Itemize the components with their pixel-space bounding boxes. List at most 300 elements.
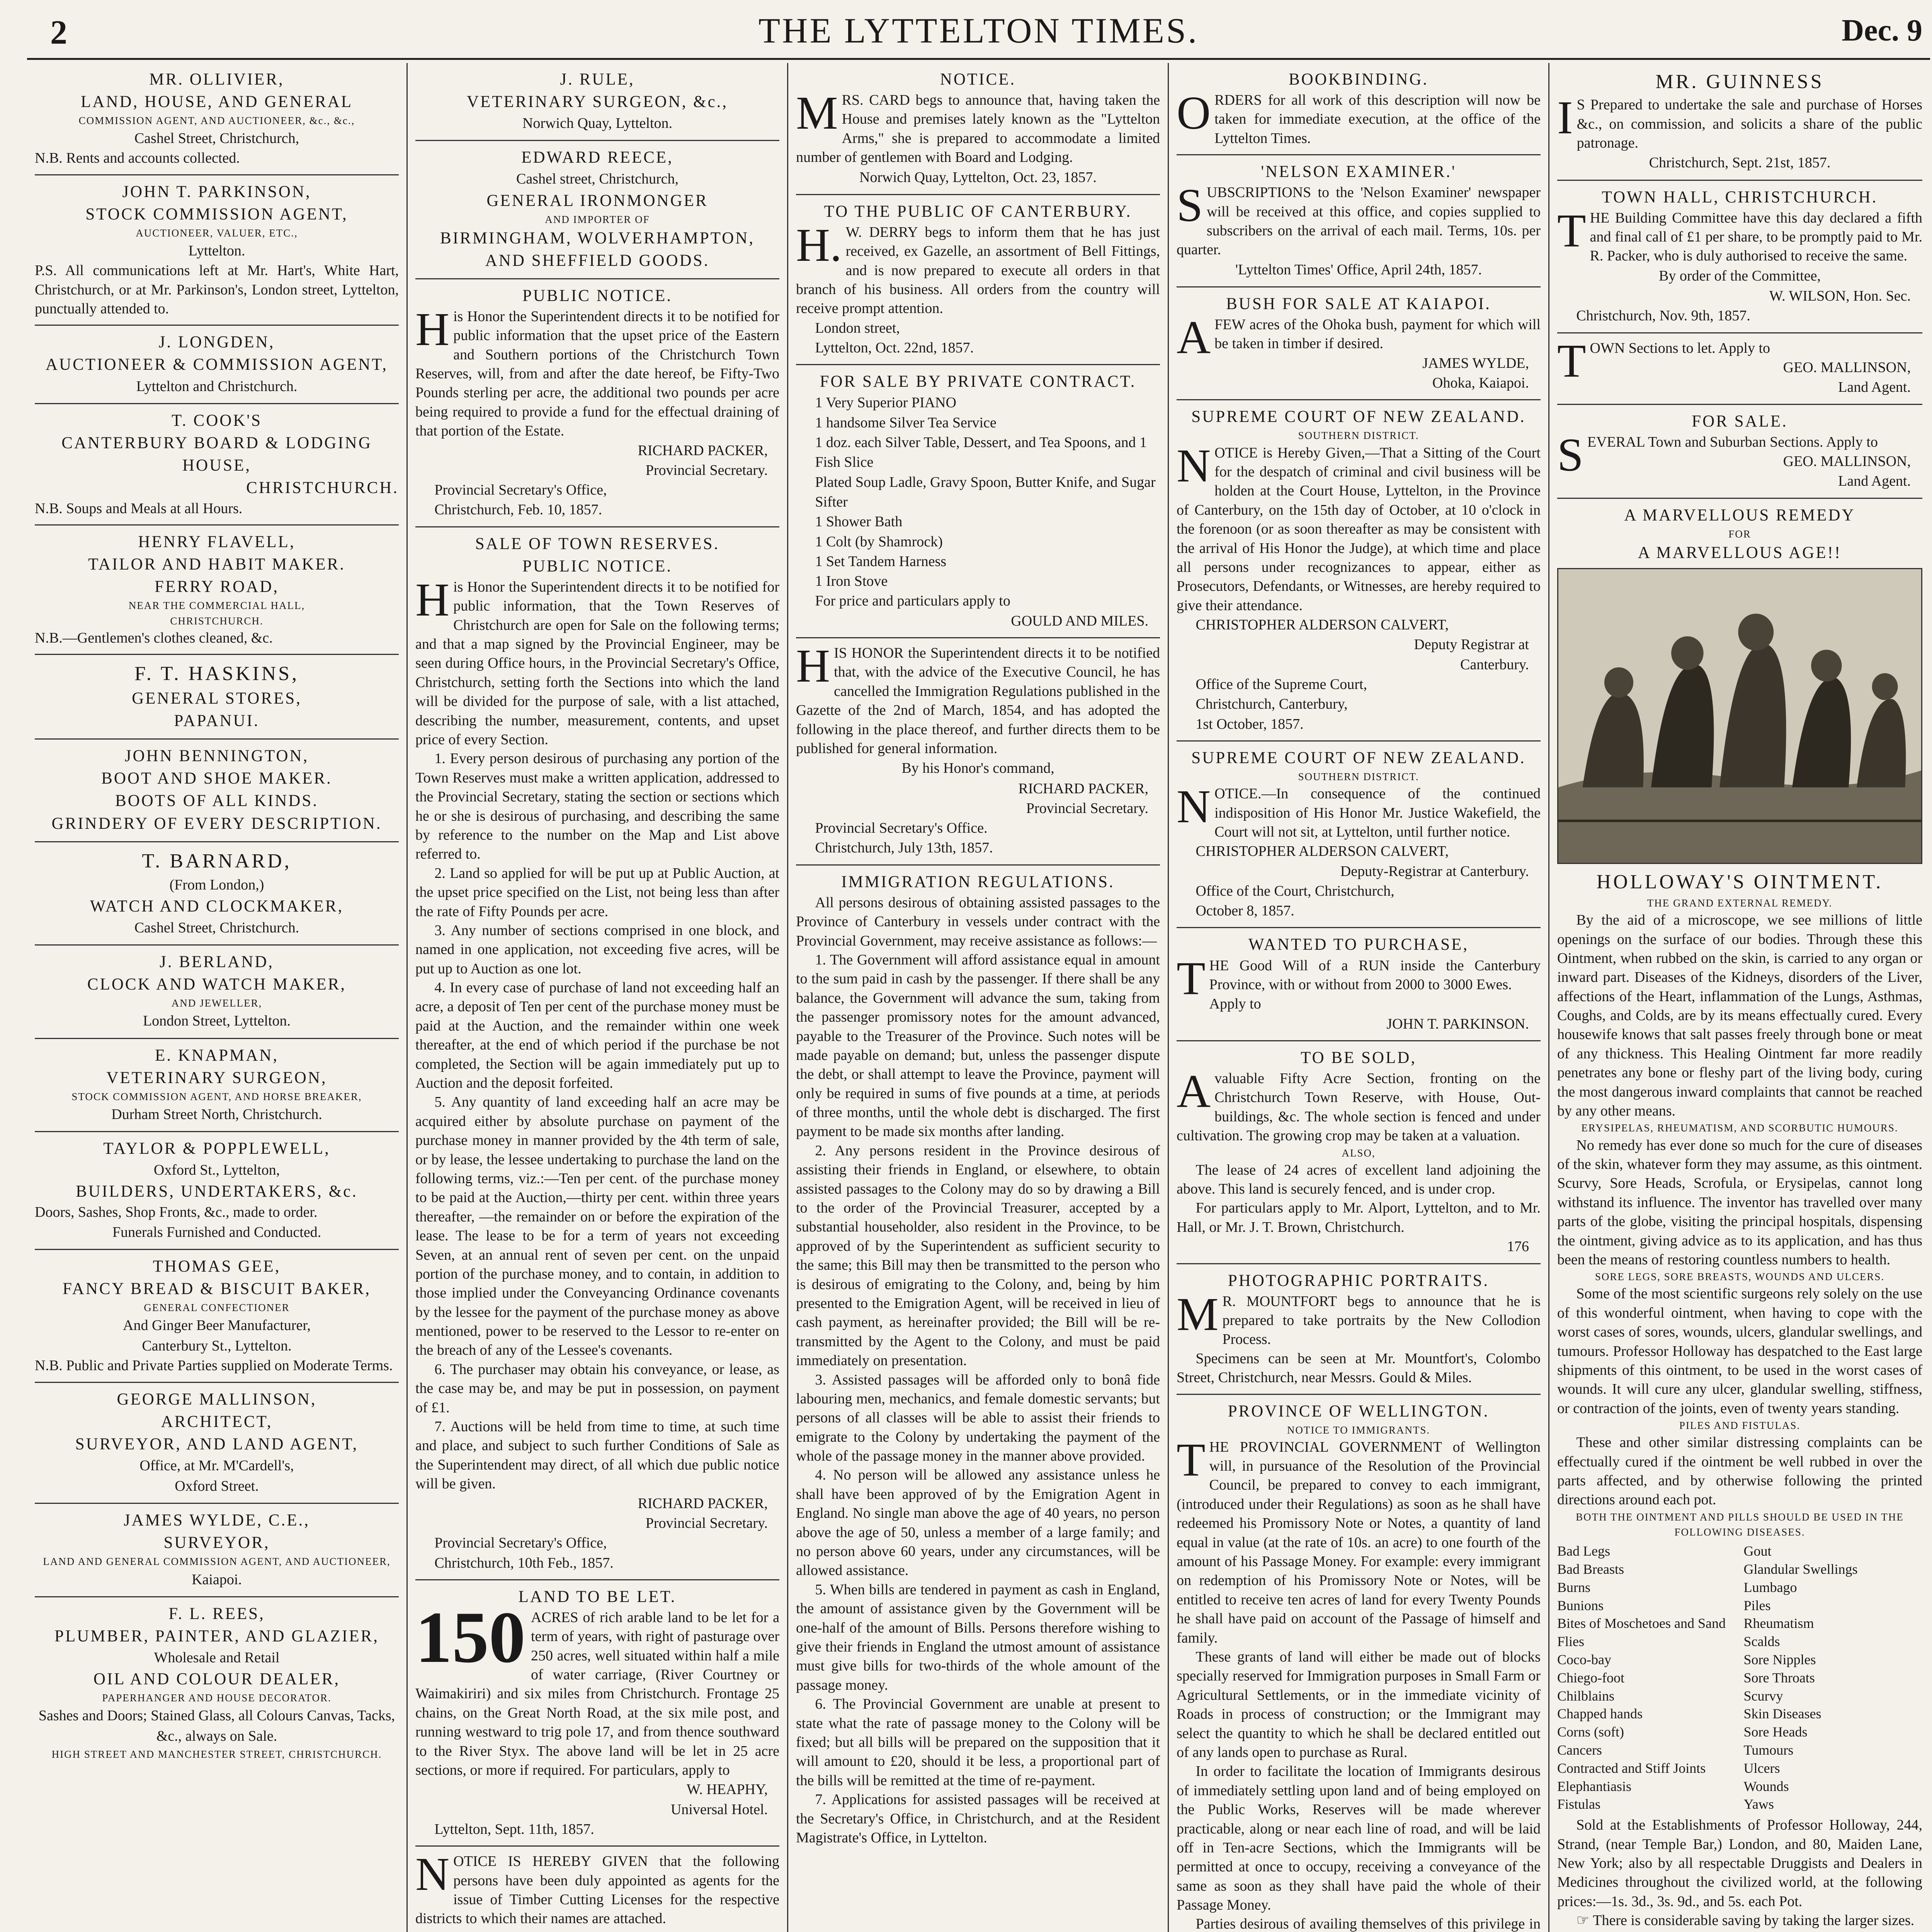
ad-line: HOUSE, [182, 456, 252, 474]
ad-headline: FOR [1728, 528, 1751, 540]
ad-line: GENERAL STORES, [132, 689, 302, 708]
column-3 [788, 63, 1169, 1932]
ad-date: 'Lyttelton Times' Office, April 24th, 1857. [1235, 261, 1482, 278]
disease-list [1557, 1540, 1922, 1816]
notice-supreme-court-2 [1177, 742, 1541, 929]
notice-order: By his Honor's command, [901, 760, 1054, 777]
ad-line: VETERINARY SURGEON, [106, 1068, 327, 1087]
disease-item: Cancers [1557, 1742, 1602, 1758]
ad-line: BIRMINGHAM, WOLVERHAMPTON, [440, 229, 755, 247]
disease-item: Ulcers [1743, 1760, 1780, 1776]
sale-item: 1 Shower Bath [815, 514, 903, 530]
ad-knapman [35, 1039, 399, 1132]
ad-line: SURVEYOR, AND LAND AGENT, [75, 1435, 359, 1453]
notice-body: H.W. DERRY begs to inform them that he has just received, ex Gazelle, an assortment of Bell Fittings, and is now prepared to execute all orders in that branch of his business. All orders from the country will receive prompt attention. [796, 219, 1160, 317]
ad-title: BOOKBINDING. [1288, 70, 1429, 88]
ad-body: IS Prepared to undertake the sale and purchase of Horses &c., on commission, and solicits a share of the public patronage. [1557, 92, 1922, 151]
ad-line: SURVEYOR, [163, 1534, 270, 1552]
ad-rule [415, 63, 779, 141]
notice-date: Christchurch, July 13th, 1857. [815, 840, 993, 856]
ad-line: VETERINARY SURGEON, &c., [466, 93, 728, 111]
ad-line: GENERAL IRONMONGER [486, 191, 708, 210]
ad-line: Norwich Quay, Lyttelton. [522, 115, 672, 132]
ad-berland [35, 946, 399, 1039]
ad-date: Christchurch, Sept. 21st, 1857. [1649, 155, 1831, 171]
notice-province-wellington [1177, 1395, 1541, 1932]
notice-clause: 1. Every person desirous of purchasing any portion of the Town Reserves must make a written application, addressed to the Provincial Secretary, stating the section or sections which he or she is desirous of purchasing, and describing the same by reference to the number on the Map and List above referred to. [415, 750, 779, 862]
ad-line: Lyttelton and Christchurch. [136, 378, 298, 395]
sale-apply: For price and particulars apply to [815, 593, 1010, 609]
sale-item: 1 Iron Stove [815, 573, 888, 590]
notice-title: NOTICE. [940, 70, 1016, 88]
ad-line: Funerals Furnished and Conducted. [112, 1224, 321, 1240]
product-name: HOLLOWAY'S OINTMENT. [1596, 871, 1883, 893]
ad-line: COMMISSION AGENT, AND AUCTIONEER, &c., &c., [78, 115, 355, 127]
notice-date: Norwich Quay, Lyttelton, Oct. 23, 1857. [859, 169, 1097, 185]
disease-list-left [1557, 1542, 1736, 1813]
notice-title: SUPREME COURT OF NEW ZEALAND. [1191, 748, 1526, 767]
ad-body: Sold at the Establishments of Professor Holloway, 244, Strand, (near Temple Bar,) London, and 80, Maiden Lane, New York; also by all respectable Druggists and Dealers in Medicines throughout the civilized world, at the following prices:—1s. 3d., 3s. 9d., and 5s. each Pot. [1557, 1817, 1922, 1910]
ad-flavell [35, 526, 399, 655]
ad-line: And Ginger Beer Manufacturer, [123, 1317, 311, 1334]
pointing-hand-icon: ☞ [1576, 1912, 1593, 1929]
ad-line: London Street, Lyttelton. [143, 1013, 291, 1029]
ad-line: Oxford St., Lyttelton, [153, 1162, 280, 1179]
ad-taylor-popplewell [35, 1132, 399, 1250]
notice-title: PUBLIC NOTICE. [522, 286, 673, 305]
ad-line: PAPERHANGER AND HOUSE DECORATOR. [102, 1692, 332, 1704]
ad-title: FOR SALE BY PRIVATE CONTRACT. [820, 372, 1136, 391]
ad-body: The lease of 24 acres of excellent land adjoining the above. This land is securely fenced, and is under crop. [1177, 1162, 1541, 1197]
ad-line: CHRISTCHURCH. [170, 615, 264, 627]
ad-line: STOCK COMMISSION AGENT, [85, 205, 348, 223]
ad-line: PLUMBER, PAINTER, AND GLAZIER, [54, 1627, 379, 1645]
ad-body [415, 1597, 779, 1780]
notice-body: NOTICE IS HEREBY GIVEN that the following persons have been duly appointed as agents for the issue of Timber Cutting Licenses for the respective districts to which their names are attached. [415, 1848, 779, 1927]
ad-line: Wholesale and Retail [154, 1649, 280, 1666]
ad-name: E. KNAPMAN, [155, 1046, 279, 1065]
ad-line: Kaiapoi. [192, 1571, 242, 1588]
ad-note: P.S. All communications left at Mr. Hart's, White Hart, Christchurch, or at Mr. Parkinson's, London street, Lyttelton, punctually attended to. [35, 262, 399, 317]
ad-body: THE Good Will of a RUN inside the Canterbury Province, with or without from 2000 to 3000 Ewes. [1177, 952, 1541, 1005]
ad-line: ARCHITECT, [161, 1412, 273, 1431]
ad-line: AUCTIONEER & COMMISSION AGENT, [45, 355, 388, 374]
notice-signature: RICHARD PACKER, [638, 442, 768, 459]
ad-ollivier [35, 63, 399, 175]
ad-wylde [35, 1504, 399, 1597]
ad-rees [35, 1597, 399, 1768]
ad-line: Cashel Street, Christchurch. [134, 919, 299, 936]
ad-name: EDWARD REECE, [521, 148, 673, 167]
ad-name: JOHN T. PARKINSON, [122, 182, 311, 201]
ad-name: THOMAS GEE, [153, 1257, 281, 1276]
ad-body: SEVERAL Town and Suburban Sections. Apply to [1557, 429, 1878, 481]
ad-headline: A MARVELLOUS AGE!! [1638, 543, 1842, 562]
regulation-clause: 5. When bills are tendered in payment as cash in England, the amount of assistance given by the Government will be one-half of the amount of Bills. Persons therefore wishing to give their friends in England the utmost amount of assistance must give bills for two-thirds of the whole amount of the passage money. [796, 1581, 1160, 1693]
ad-body: These and other similar distressing complaints can be effectually cured if the ointment be well rubbed in over the parts affected, and by otherwise following the printed directions around each pot. [1557, 1434, 1922, 1508]
notice-district: SOUTHERN DISTRICT. [1298, 430, 1419, 442]
ad-private-contract [796, 365, 1160, 638]
immigration-regulations [796, 866, 1160, 1854]
notice-timber-licenses [415, 1847, 779, 1932]
ad-name: T. BARNARD, [142, 850, 292, 872]
ad-name: GEORGE MALLINSON, [117, 1390, 317, 1408]
ad-nelson-examiner [1177, 155, 1541, 287]
disease-item: Bad Legs [1557, 1543, 1610, 1559]
ad-name: TAYLOR & POPPLEWELL, [103, 1139, 330, 1158]
notice-signature: RICHARD PACKER, [1018, 780, 1148, 797]
notice-subtitle: PUBLIC NOTICE. [522, 557, 673, 575]
notice-office: Provincial Secretary's Office, [434, 1535, 607, 1551]
regulation-clause: 4. No person will be allowed any assistance unless he shall have been approved of by the Emigration Agent in England. No single man above the age of 40 years, no person above the age of 50, unless a member of a large family; and no person above 60 years, under any circumstances, will be allowed assistance. [796, 1467, 1160, 1579]
ad-bush-for-sale [1177, 287, 1541, 400]
ad-title: LAND TO BE LET. [518, 1587, 677, 1606]
issue-date: Dec. 9 [1842, 14, 1922, 48]
regulation-clause: 6. The Provincial Government are unable at present to state what the rate of passage money to the Colony will be fixed; but all bills will be prepared on the supposition that it will amount to £20, should it be less, a proportional part of the bills will be remitted at the time of re-payment. [796, 1696, 1160, 1789]
notice-title: TOWN HALL, CHRISTCHURCH. [1602, 188, 1878, 206]
ad-line: Cashel street, Christchurch, [516, 171, 679, 187]
ad-signature: GEO. MALLINSON, [1783, 359, 1911, 376]
disease-item: Wounds [1743, 1778, 1789, 1794]
ad-reece [415, 141, 779, 279]
disease-item: Tumours [1743, 1742, 1794, 1758]
ad-body: By the aid of a microscope, we see millions of little openings on the surface of our bodies. Through these this Ointment, when rubbed on the skin, is carried to any organ or inward part. Diseases of the Kidneys, disorders of the Liver, affections of the Heart, inflammation of the Lungs, Asthmas, Coughs, and Colds, are by its means effectually cured. Every housewife knows that salt passes freely through bone or meat of any thickness. This Healing Ointment far more readily penetrates any bone or fleshy part of the living body, curing the most dangerous inward complaints that cannot be reached by any other means. [1557, 912, 1922, 1119]
disease-item: Contracted and Stiff Joints [1557, 1760, 1706, 1776]
notice-intro: His Honor the Superintendent directs it to be notified for public information, that the Town Reserves of Christchurch are open for Sale on the following terms; and that a map signed by the Provincial Engineer, may be seen during Office hours, in the Provincial Secretary's Office, Christchurch, setting forth the Sections into which the land will be divided for the purpose of sale, with a list attached, describing the number, measurement, contents, and upset price of every Section. [415, 573, 779, 748]
ad-name: HENRY FLAVELL, [138, 533, 296, 551]
disease-item: Scalds [1743, 1634, 1780, 1650]
disease-item: Glandular Swellings [1743, 1561, 1858, 1577]
notice-order: By order of the Committee, [1659, 267, 1821, 284]
ad-line: GENERAL CONFECTIONER [144, 1301, 290, 1313]
ad-body [1557, 1911, 1922, 1930]
ad-name: F. T. HASKINS, [134, 663, 299, 685]
regulations-intro: All persons desirous of obtaining assisted passages to the Province of Canterbury in vessels under contract with the Provincial Government, may receive assistance as follows:— [796, 894, 1160, 949]
notice-title: SUPREME COURT OF NEW ZEALAND. [1191, 408, 1526, 426]
sale-item: 1 Colt (by Shamrock) [815, 533, 943, 550]
ad-name: JAMES WYLDE, C.E., [123, 1511, 310, 1530]
ad-bookbinding [1177, 63, 1541, 155]
ad-parkinson [35, 175, 399, 326]
ad-title: BUSH FOR SALE AT KAIAPOI. [1226, 295, 1491, 313]
page-number: 2 [50, 14, 67, 51]
ad-barnard [35, 842, 399, 946]
ad-subheading: BOTH THE OINTMENT AND PILLS SHOULD BE USED IN THE FOLLOWING DISEASES. [1576, 1511, 1904, 1538]
ad-body-text: ACRES of rich arable land to be let for a term of years, with right of pasturage over 250 acres, well situated within half a mile of water carriage, (River Courtney or Waimakiriri) and six miles from Christchurch. Frontage 25 chains, on the Great North Road, at the six mile post, and running westward to trig pole 17, and from thence southward to the River Styx. The above land will be let in 25 acre sections, or more if required. For particulars, apply to [415, 1609, 779, 1778]
notice-clause: 3. Any number of sections comprised in one block, and named in one application, not exceeding five acres, will be put up to Auction as one lot. [415, 922, 779, 977]
ad-bennington [35, 740, 399, 842]
ad-wanted-to-purchase [1177, 928, 1541, 1041]
notice-date: October 8, 1857. [1196, 903, 1294, 919]
ad-apply: Apply to [1209, 996, 1261, 1012]
sale-item: 1 doz. each Silver Table, Dessert, and Tea Spoons, and 1 Fish Slice [815, 434, 1147, 471]
ad-line: TAILOR AND HABIT MAKER. [88, 555, 345, 574]
ad-cook [35, 404, 399, 526]
notice-clause: 4. In every case of purchase of land not exceeding half an acre, a deposit of Ten per cent of the purchase money must be paid at the Auction, and the remainder within one week thereafter, at the end of which period if the purchase be not completed, the Section will be again immediately put up to Auction and the deposit forfeited. [415, 980, 779, 1092]
ad-date: Lyttelton, Sept. 11th, 1857. [434, 1821, 594, 1837]
ad-title: WANTED TO PURCHASE, [1248, 935, 1469, 954]
ad-town-sections [1557, 333, 1922, 405]
ad-line: CLOCK AND WATCH MAKER, [87, 975, 347, 994]
notice-body: In order to facilitate the location of Immigrants desirous of immediately settling upon land and of being employed on the Public Works, Reserves will be made wherever practicable, along or near each line of road, and will be laid off in Ten-acre Sections, which the Immigrants will be permitted at once to occupy, receiving a conveyance of the same as soon as they shall have paid the whole of their Passage Money. [1177, 1763, 1541, 1913]
ad-name: T. COOK'S [171, 411, 262, 430]
ad-line: Canterbury St., Lyttelton. [142, 1338, 292, 1354]
ad-line: Doors, Sashes, Shop Fronts, &c., made to order. [35, 1204, 318, 1221]
ad-line: Durham Street North, Christchurch. [111, 1106, 322, 1122]
sale-item: 1 handsome Silver Tea Service [815, 414, 997, 431]
disease-item: Bunions [1557, 1597, 1604, 1613]
ad-line: (From London,) [169, 876, 264, 893]
notice-signature: RICHARD PACKER, [638, 1495, 768, 1512]
ad-line: CANTERBURY BOARD & LODGING [61, 434, 372, 452]
ad-name: J. LONGDEN, [158, 333, 275, 352]
ad-line: FANCY BREAD & BISCUIT BAKER, [62, 1279, 371, 1298]
regulation-clause: 2. Any persons resident in the Province desirous of assisting their friends in England, or elsewhere, to obtain assisted passages to the Colony may do so by drawing a Bill to the order of the Provincial Treasurer, accepted by a substantial householder, also resident in the Province, to be approved of by the Superintendent as sufficient security to the same; this Bill may then be transmitted to the person who is desirous of emigrating to the Colony, and, being by him presented to the Emigration Agent, will be received in lieu of cash payment, as hereinafter provided; the Bill will be re-transmitted by the Agent to the Colony, and must be paid immediately on presentation. [796, 1142, 1160, 1369]
ad-body: MR. MOUNTFORT begs to announce that he is prepared to take portraits by the New Collodion Process. [1177, 1288, 1541, 1348]
notice-address: London street, [815, 320, 900, 336]
notice-town-hall [1557, 181, 1922, 333]
notice-signature-title: Provincial Secretary. [645, 462, 768, 478]
disease-item: Bites of Moschetoes and Sand Flies [1557, 1616, 1726, 1650]
notice-signature: CHRISTOPHER ALDERSON CALVERT, [1196, 617, 1449, 633]
ad-signature-title: Land Agent. [1838, 473, 1911, 490]
ad-land-to-let [415, 1580, 779, 1847]
notice-body: THE PROVINCIAL GOVERNMENT of Wellington will, in pursuance of the Resolution of the Provincial Council, be prepared to convey to each immigrant, (introduced under their Regulations) as soon as he shall have redeemed his Promissory Note or Notes, a quantity of land equal in value (at the rate of 10s. an acre) to one fourth of the amount of his Passage Money. For example: every immigrant on redemption of his Promissory Note or Notes, will be entitled to receive ten acres of land for every Twenty Pounds he shall have paid on account of the Passage of himself and family. [1177, 1434, 1541, 1646]
acre-number: 150 [415, 1597, 526, 1678]
disease-item: Chapped hands [1557, 1706, 1643, 1722]
notice-signature-title: Canterbury. [1460, 656, 1529, 673]
ad-line: PAPANUI. [174, 712, 260, 730]
ad-body: ORDERS for all work of this description will now be taken for immediate execution, at the office of the Lyttelton Times. [1177, 87, 1541, 146]
notice-signature-title: Deputy Registrar at [1414, 636, 1529, 653]
notice-clause: 5. Any quantity of land exceeding half an acre may be acquired either by absolute purchase on payment of the purchase money in manner provided by the 4th term of sale, or by lease, the lessee undertaking to purchase the land on the following terms, viz.:—Ten per cent. of the purchase money to be paid at the Auction,—thirty per cent. within three years thereafter, —the remainder on or before the expiration of the lease. The lease to be for a term of years not exceeding Seven, at an annual rent of seven per cent. on the unpaid portion of the purchase money, and to contain, in addition to those implied under the Conveyancing Ordinance covenants by the lessee for the payment of the purchase money as above mentioned, power to be reserved to the Lessor to re-enter on the breach of any of the Lessee's covenants. [415, 1094, 779, 1359]
disease-item: Bad Breasts [1557, 1561, 1624, 1577]
ad-reference: 176 [1507, 1238, 1529, 1255]
notice-date: Christchurch, Feb. 10, 1857. [434, 502, 602, 518]
ad-line: Office, at Mr. M'Cardell's, [139, 1458, 294, 1474]
notice-signature: CHRISTOPHER ALDERSON CALVERT, [1196, 843, 1449, 860]
ad-body: Specimens can be seen at Mr. Mountfort's, Colombo Street, Christchurch, near Messrs. Gould & Miles. [1177, 1350, 1541, 1386]
notice-body: MRS. CARD begs to announce that, having taken the House and premises lately known as the "Lyttelton Arms," she is prepared to accommodate a limited number of gentlemen with Board and Lodging. [796, 87, 1160, 166]
notice-public [415, 279, 779, 527]
notice-signature-title: Deputy-Registrar at Canterbury. [1340, 863, 1529, 879]
disease-item: Fistulas [1557, 1796, 1601, 1812]
column-5 [1549, 63, 1930, 1932]
ad-subheading: ERYSIPELAS, RHEUMATISM, AND SCORBUTIC HUMOURS. [1581, 1122, 1898, 1134]
notice-body: THE Building Committee have this day declared a fifth and final call of £1 per share, to be promptly paid to Mr. R. Packer, who is duly authorised to receive the same. [1557, 204, 1922, 264]
ad-title: FOR SALE. [1692, 412, 1788, 430]
ad-signature-title: Land Agent. [1838, 379, 1911, 396]
ad-line: Oxford Street. [175, 1478, 259, 1495]
ad-subheading: PILES AND FISTULAS. [1679, 1420, 1801, 1432]
ad-signature: JOHN T. PARKINSON. [1386, 1015, 1529, 1032]
ad-line: GRINDERY OF EVERY DESCRIPTION. [51, 814, 382, 833]
regulation-clause: 7. Applications for assisted passages will be received at the Secretary's Office, in Christchurch, and at the Resident Magistrate's Office, in Lyttelton. [796, 1791, 1160, 1846]
notice-derry [796, 195, 1160, 366]
ad-to-be-sold [1177, 1041, 1541, 1264]
notice-body: NOTICE is Hereby Given,—That a Sitting of the Court for the despatch of criminal and civil business will be holden at the Court House, Lyttelton, in the Province of Canterbury, on the 15th day of October, at 10 o'clock in the forenoon (or as soon thereafter as may be consistent with the arrival of His Honor the Judge), at which time and place all persons under recognizances to appear, either as Prosecutors, Defendants, or Witnesses, are hereby required to give their attendance. [1177, 439, 1541, 614]
disease-item: Lumbago [1743, 1579, 1797, 1595]
ad-line: LAND, HOUSE, AND GENERAL [81, 93, 353, 111]
ad-title: TO BE SOLD, [1300, 1048, 1417, 1067]
ad-line: AUCTIONEER, VALUER, ETC., [136, 227, 298, 239]
ad-name: MR. OLLIVIER, [149, 70, 284, 88]
agent-row [415, 1929, 779, 1932]
saving-note: There is considerable saving by taking the larger sizes. [1593, 1912, 1915, 1929]
ad-body: For particulars apply to Mr. Alport, Lyttelton, and to Mr. Hall, or Mr. J. T. Brown, Christchurch. [1177, 1200, 1541, 1235]
ad-photographic-portraits [1177, 1264, 1541, 1395]
ad-line: LAND AND GENERAL COMMISSION AGENT, AND AUCTIONEER, [43, 1556, 391, 1568]
notice-town-reserves [415, 527, 779, 1580]
newspaper-title: THE LYTTELTON TIMES. [758, 11, 1199, 50]
ad-guinness [1557, 63, 1922, 181]
notice-office: Christchurch, Canterbury, [1196, 696, 1348, 713]
ad-body: SUBSCRIPTIONS to the 'Nelson Examiner' newspaper will be received at this office, and copies supplied to subscribers on the arrival of each mail. Terms, 10s. per quarter. [1177, 179, 1541, 258]
columns [27, 63, 1930, 1932]
notice-body: His Honor the Superintendent directs it to be notified for public information that the upset price of the Eastern and Southern portions of the Christchurch Town Reserves, will, from and after the date hereof, be Fifty-Two Pounds sterling per acre, the additional two pounds per acre being required to provide a fund for the effectual draining of that portion of the Estate. [415, 303, 779, 439]
ad-body: Some of the most scientific surgeons rely solely on the use of this wonderful ointment, when having to cope with the worst cases of sores, wounds, ulcers, glandular swellings, and tumours. Professor Holloway has despatched to the East large shipments of this ointment, to be used in the worst cases of wounds. It will cure any ulcer, glandular swelling, stiffness, or contraction of the joints, even of twenty years standing. [1557, 1286, 1922, 1417]
notice-date: Lyttelton, Oct. 22nd, 1857. [815, 340, 974, 356]
ad-headline: A MARVELLOUS REMEDY [1624, 506, 1855, 524]
notice-office: Office of the Court, Christchurch, [1196, 883, 1395, 899]
ad-name: J. BERLAND, [159, 953, 274, 971]
disease-item: Sore Heads [1743, 1724, 1808, 1740]
notice-immigration [796, 638, 1160, 866]
disease-item: Chiego-foot [1557, 1670, 1624, 1685]
engraving-illustration [1558, 569, 1921, 863]
ad-also: ALSO, [1342, 1147, 1376, 1159]
ad-name: JOHN BENNINGTON, [124, 747, 309, 765]
ad-line: BUILDERS, UNDERTAKERS, &c. [76, 1182, 358, 1201]
ad-gee [35, 1250, 399, 1383]
sale-item: 1 Very Superior PIANO [815, 395, 956, 411]
ad-line: Cashel Street, Christchurch, [134, 130, 299, 147]
disease-item: Corns (soft) [1557, 1724, 1624, 1740]
disease-item: Sore Throats [1743, 1670, 1815, 1685]
product-tagline: THE GRAND EXTERNAL REMEDY. [1647, 897, 1833, 909]
notice-body: HIS HONOR the Superintendent directs it to be notified that, with the advice of the Executive Council, he has cancelled the Immigration Regulations published in the Gazette of the 2nd of March, 1854, and has adopted the following in the place thereof, and further directs them to be published for general information. [796, 640, 1160, 757]
ad-name: J. RULE, [560, 70, 635, 88]
ad-holloway-ointment [1557, 499, 1922, 1932]
sale-item: 1 Set Tandem Harness [815, 553, 947, 570]
ad-signature-title: Ohoka, Kaiapoi. [1432, 375, 1529, 391]
notice-body: NOTICE.—In consequence of the continued indisposition of His Honor Mr. Justice Wakefield, the Court will not sit, at Lyttelton, until further notice. [1177, 781, 1541, 840]
notice-clause: 6. The purchaser may obtain his conveyance, or lease, as the case may be, and may be put in possession, on payment of £1. [415, 1361, 779, 1416]
regulation-clause: 1. The Government will afford assistance equal in amount to the sum paid in cash by the passenger. If there shall be any balance, the Government will advance the sum, taking from the passenger promissory notes for the amount advanced, payable to the Treasurer of the Province. Such notes will be made payable on demand; but, unless the passenger dispute the debt, or shall attempt to leave the Province, payment will only be required in sums of five pounds at a time, at periods of three months, until the whole debt is discharged. The first payment to be made six months after landing. [796, 951, 1160, 1140]
notice-date: Christchurch, 10th Feb., 1857. [434, 1554, 614, 1571]
notice-supreme-court-1 [1177, 400, 1541, 741]
ad-line: NEAR THE COMMERCIAL HALL, [128, 600, 305, 612]
ad-signature-title: Universal Hotel. [670, 1801, 768, 1818]
ad-note: N.B. Rents and accounts collected. [35, 150, 240, 167]
disease-list-right [1744, 1542, 1923, 1813]
notice-body: These grants of land will either be made out of blocks specially reserved for Immigration purposes in Small Farm or Agricultural Settlements, or in the immediate vicinity of Roads in process of construction; or the Immigrant may select the quantity to which he shall be declared entitled out of any lands open to purchase as Rural. [1177, 1648, 1541, 1760]
ad-note: N.B. Soups and Meals at all Hours. [35, 500, 243, 517]
disease-item: Sore Nipples [1743, 1651, 1816, 1667]
notice-subtitle: NOTICE TO IMMIGRANTS. [1287, 1424, 1430, 1436]
notice-card [796, 63, 1160, 195]
disease-item: Skin Diseases [1743, 1706, 1821, 1722]
disease-item: Coco-bay [1557, 1651, 1611, 1667]
holloway-engraving [1557, 568, 1922, 864]
notice-signature-title: Provincial Secretary. [1026, 800, 1148, 816]
masthead [27, 8, 1930, 60]
disease-item: Gout [1743, 1543, 1772, 1559]
notice-title: PROVINCE OF WELLINGTON. [1228, 1402, 1490, 1420]
disease-item: Chilblains [1557, 1688, 1615, 1704]
ad-line: AND IMPORTER OF [545, 213, 650, 225]
ad-line: Lyttelton. [188, 243, 245, 259]
ad-haskins [35, 655, 399, 740]
notice-title: SALE OF TOWN RESERVES. [475, 534, 720, 553]
ad-line: FERRY ROAD, [155, 578, 279, 596]
ad-mallinson [35, 1383, 399, 1504]
notice-signature-title: Provincial Secretary. [645, 1515, 768, 1531]
ad-signature: GOULD AND MILES. [1011, 612, 1148, 629]
ad-signature: GEO. MALLINSON, [1783, 453, 1911, 469]
ad-body: AFEW acres of the Ohoka bush, payment for which will be taken in timber if desired. [1177, 311, 1541, 364]
ad-line: WATCH AND CLOCKMAKER, [90, 897, 344, 915]
column-2 [408, 63, 788, 1932]
notice-district: SOUTHERN DISTRICT. [1298, 770, 1419, 782]
ad-line: AND JEWELLER, [171, 997, 262, 1009]
notice-signature: W. WILSON, Hon. Sec. [1769, 287, 1911, 304]
disease-item: Yaws [1743, 1796, 1774, 1812]
column-4 [1169, 63, 1549, 1932]
notice-clause: 7. Auctions will be held from time to time, at such time and place, and subject to such further Conditions of Sale as the Superintendent may direct, of all which due public notice will be given. [415, 1418, 779, 1492]
notice-office: Provincial Secretary's Office. [815, 820, 988, 837]
ad-line: BOOT AND SHOE MAKER. [101, 769, 332, 788]
ad-line: STOCK COMMISSION AGENT, AND HORSE BREAKER, [71, 1090, 362, 1102]
disease-item: Burns [1557, 1579, 1591, 1595]
ad-body: Avaluable Fifty Acre Section, fronting on the Christchurch Town Reserve, with House, Out-buildings, &c. The whole section is fenced and under cultivation. The growing crop may be taken at a valuation. [1177, 1065, 1541, 1144]
ad-title: MR. GUINNESS [1655, 71, 1824, 93]
ad-signature: W. HEAPHY, [686, 1781, 768, 1798]
ad-note: N.B.—Gentlemen's clothes cleaned, &c. [35, 629, 273, 646]
ad-title: 'NELSON EXAMINER.' [1261, 163, 1456, 181]
ad-signature: JAMES WYLDE, [1422, 355, 1529, 371]
section-title: IMMIGRATION REGULATIONS. [841, 872, 1115, 891]
ad-longden [35, 326, 399, 404]
notice-title: TO THE PUBLIC OF CANTERBURY. [824, 202, 1132, 221]
ad-line: OIL AND COLOUR DEALER, [93, 1670, 340, 1689]
ad-note: N.B. Public and Private Parties supplied on Moderate Terms. [35, 1357, 393, 1374]
ad-note [1557, 1930, 1922, 1932]
ad-line: Sashes and Doors; Stained Glass, all Colours Canvas, Tacks, &c., always on Sale. [38, 1708, 395, 1745]
disease-item: Rheumatism [1743, 1616, 1814, 1631]
ad-subheading: SORE LEGS, SORE BREASTS, WOUNDS AND ULCERS. [1595, 1271, 1885, 1283]
notice-office: Office of the Supreme Court, [1196, 676, 1367, 693]
disease-item: Elephantiasis [1557, 1778, 1631, 1794]
notice-clause: 2. Land so applied for will be put up at Public Auction, at the upset price specified on the List, not being less than after the rate of Fifty Pounds per acre. [415, 865, 779, 920]
notice-date: 1st October, 1857. [1196, 716, 1304, 732]
ad-name: F. L. REES, [168, 1604, 265, 1623]
column-1 [27, 63, 408, 1932]
regulation-clause: 3. Assisted passages will be afforded only to bonâ fide labouring men, mechanics, and female domestic servants; but persons of all classes will be able to assist their friends to emigrate to the Colony by undertaking the payment of the whole of the passage money in the manner above provided. [796, 1371, 1160, 1464]
ad-line: CHRISTCHURCH. [246, 478, 399, 497]
ad-for-sale [1557, 405, 1922, 499]
ad-body: No remedy has ever done so much for the cure of diseases of the skin, whatever form they may assume, as this ointment. Scurvy, Sore Heads, Scrofula, or Erysipelas, cannot long withstand its influence. The inventor has travelled over many parts of the globe, visiting the principal hospitals, dispensing the ointment, giving advice as to its application, and has thus been the means of restoring countless numbers to health. [1557, 1137, 1922, 1268]
ad-line: BOOTS OF ALL KINDS. [115, 792, 318, 810]
sale-item: Plated Soup Ladle, Gravy Spoon, Butter Knife, and Sugar Sifter [815, 474, 1156, 510]
ad-title: PHOTOGRAPHIC PORTRAITS. [1228, 1271, 1490, 1290]
disease-item: Piles [1743, 1597, 1771, 1613]
notice-office: Provincial Secretary's Office, [434, 482, 607, 498]
notice-body: Parties desirous of availing themselves of this privilege in [1196, 1916, 1541, 1932]
ad-body: TOWN Sections to let. Apply to [1557, 335, 1770, 387]
notice-date: Christchurch, Nov. 9th, 1857. [1576, 308, 1750, 324]
ad-line: HIGH STREET AND MANCHESTER STREET, CHRISTCHURCH. [51, 1748, 382, 1760]
